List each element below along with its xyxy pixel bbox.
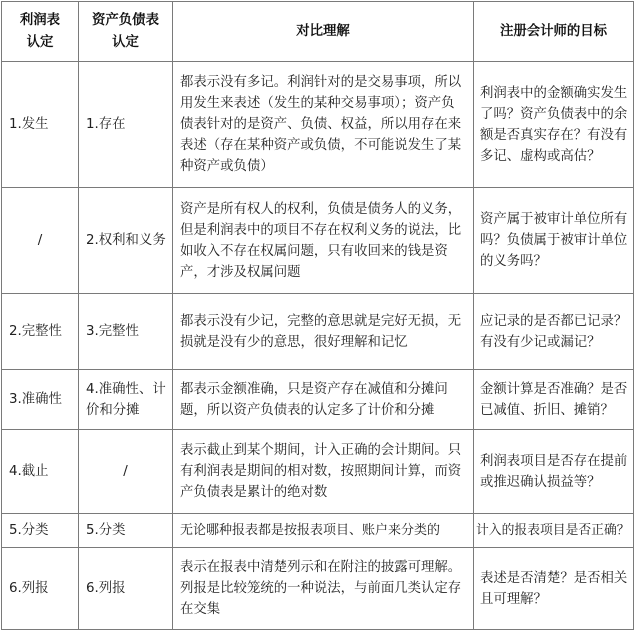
objective-cell: 利润表中的金额确实发生了吗？资产负债表中的余额是否真实存在？有没有多记、虚构或高估？ [474,62,634,188]
objective-cell: 资产属于被审计单位所有吗？负债属于被审计单位的义务吗？ [474,188,634,294]
income-assertion-cell: / [2,188,79,294]
balance-assertion-cell: 6.列报 [79,548,173,630]
comparison-cell: 都表示没有少记，完整的意思就是完好无损，无损就是没有少的意思，很好理解和记忆 [173,294,474,370]
header-balance-assertion [79,2,173,62]
objective-cell: 利润表项目是否存在提前或推迟确认损益等？ [474,430,634,514]
assertions-comparison-table [1,1,634,630]
objective-cell: 计入的报表项目是否正确？ [474,514,634,548]
comparison-cell: 资产是所有权人的权利，负债是债务人的义务，但是利润表中的项目不存在权利义务的说法，比如收入不存在权属问题，只有收回来的钱是资产，才涉及权属问题 [173,188,474,294]
comparison-cell: 都表示没有多记。利润针对的是交易事项，所以用发生来表述（发生的某种交易事项）；资产负债表针对的是资产、负债、权益，所以用存在来表述（存在某种资产或负债，不可能说发生了某种资产或负债） [173,62,474,188]
header-row [2,2,634,62]
balance-assertion-cell: 4.准确性、计价和分摊 [79,370,173,430]
comparison-cell: 无论哪种报表都是按报表项目、账户来分类的 [173,514,474,548]
comparison-cell: 表示在报表中清楚列示和在附注的披露可理解。列报是比较笼统的一种说法，与前面几类认定存在交集 [173,548,474,630]
header-comparison: 对比理解 [173,2,474,62]
comparison-cell: 都表示金额准确，只是资产存在减值和分摊问题，所以资产负债表的认定多了计价和分摊 [173,370,474,430]
income-assertion-cell: 5.分类 [2,514,79,548]
income-assertion-cell: 3.准确性 [2,370,79,430]
objective-cell: 表述是否清楚？是否相关且可理解？ [474,548,634,630]
table-row [2,548,634,630]
header-auditor-objective: 注册会计师的目标 [474,2,634,62]
objective-cell: 金额计算是否准确？是否已减值、折旧、摊销？ [474,370,634,430]
header-income-line2: 认定 [26,34,54,50]
income-assertion-cell: 6.列报 [2,548,79,630]
balance-assertion-cell: 5.分类 [79,514,173,548]
income-assertion-cell: 2.完整性 [2,294,79,370]
header-balance-line2: 认定 [112,34,139,50]
table-row [2,514,634,548]
table-row [2,370,634,430]
table-row [2,62,634,188]
income-assertion-cell: 1.发生 [2,62,79,188]
balance-assertion-cell: 3.完整性 [79,294,173,370]
header-income-line1: 利润表 [19,12,61,28]
table-row [2,188,634,294]
comparison-cell: 表示截止到某个期间，计入正确的会计期间。只有利润表是期间的相对数，按照期间计算，而资产负债表是累计的绝对数 [173,430,474,514]
balance-assertion-cell: 2.权利和义务 [79,188,173,294]
header-income-assertion [2,2,79,62]
income-assertion-cell: 4.截止 [2,430,79,514]
balance-assertion-cell: / [79,430,173,514]
balance-assertion-cell: 1.存在 [79,62,173,188]
header-balance-line1: 资产负债表 [92,12,159,28]
table-row [2,294,634,370]
objective-cell: 应记录的是否都已记录？有没有少记或漏记？ [474,294,634,370]
table-row [2,430,634,514]
